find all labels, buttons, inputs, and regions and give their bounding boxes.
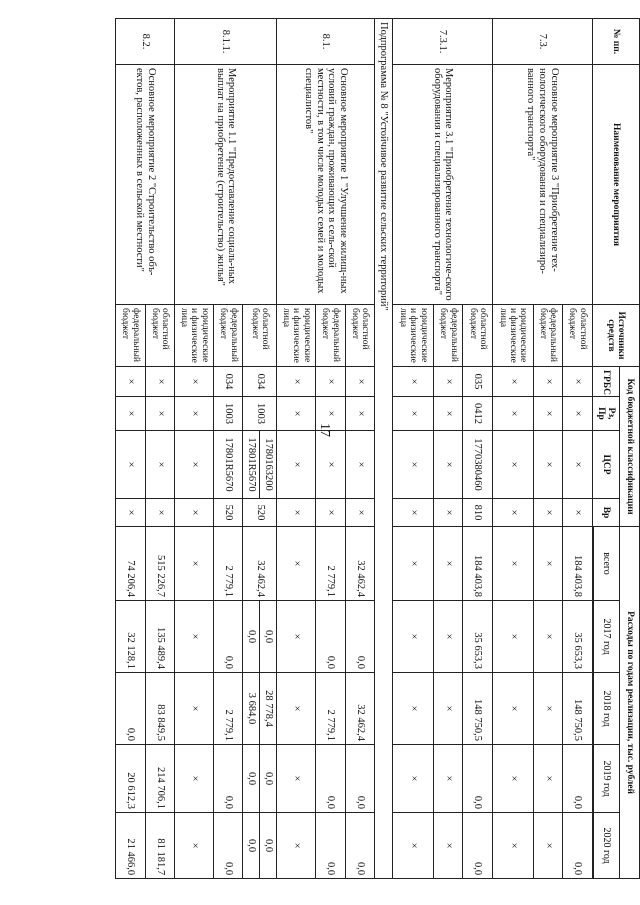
cell: 17801R5670 [213, 431, 242, 499]
table-row [345, 19, 374, 879]
cell: × [145, 499, 174, 527]
cell: 1770380460 [463, 431, 492, 499]
cell: × [116, 499, 146, 527]
table-row [563, 19, 592, 879]
cell: 1003 [213, 397, 242, 431]
cell: × [563, 397, 592, 431]
table-row [463, 19, 492, 879]
cell: × [393, 397, 434, 431]
cell: × [492, 673, 533, 745]
cell [243, 431, 277, 499]
cell: × [433, 431, 462, 499]
source-federal: федеральный бюджет [433, 305, 462, 367]
source-regional: областной бюджет [145, 305, 174, 367]
page-number: 17 [317, 423, 332, 437]
cell: 0,0 [463, 745, 492, 813]
cell: × [533, 813, 562, 879]
cell: 2 779,1 [213, 673, 242, 745]
cell: 0,0 [463, 813, 492, 879]
cell: × [492, 527, 533, 601]
header-vr: Вр [592, 499, 619, 527]
cell: × [433, 601, 462, 673]
cell: × [533, 601, 562, 673]
row-name: Основное мероприятие 2 "Строительство объ-ектов, расположенных в сельской местности" [116, 65, 175, 305]
cell: × [393, 527, 434, 601]
source-legal: юридические и физические лица [492, 305, 533, 367]
cell: × [492, 601, 533, 673]
cell: × [393, 813, 434, 879]
cell: 74 206,4 [116, 527, 146, 601]
cell: × [316, 367, 345, 397]
cell: 184 403,8 [563, 527, 592, 601]
cell: × [174, 499, 213, 527]
header-expenses: Расходы по годам реализации, тыс. рублей [619, 527, 639, 879]
row-name: Основное мероприятие 1 "Улучшение жилищ-ных условий граждан, проживающих в сель-ской местности, в том числе молодых семей и молодых специалистов" [277, 65, 375, 305]
header-2017: 2017 год [594, 601, 619, 673]
cell: × [563, 431, 592, 499]
cell: × [277, 367, 316, 397]
cell: 1780163200 [263, 438, 275, 491]
cell: 135 489,4 [145, 601, 174, 673]
cell: 1003 [243, 397, 277, 431]
cell: × [533, 499, 562, 527]
cell [243, 601, 277, 673]
cell: 32 128,1 [116, 601, 146, 673]
cell: × [433, 745, 462, 813]
cell: × [277, 397, 316, 431]
row-number: 7.3. [492, 19, 592, 65]
source-federal: федеральный бюджет [316, 305, 345, 367]
cell [243, 745, 277, 813]
row-number: 8.2. [116, 19, 175, 65]
cell: 148 750,5 [463, 673, 492, 745]
cell: 0,0 [563, 813, 592, 879]
cell: 2 779,1 [213, 527, 242, 601]
cell: × [345, 397, 374, 431]
source-regional: областной бюджет [243, 305, 277, 367]
cell: × [277, 745, 316, 813]
source-legal: юридические и физические лица [393, 305, 434, 367]
cell: 0,0 [213, 601, 242, 673]
header-grbs: ГРБС [592, 367, 619, 397]
header-source: Источники средств [592, 305, 639, 367]
header-kbk: Код бюджетной классификации [619, 367, 639, 527]
cell: 0,0 [316, 745, 345, 813]
cell: × [277, 813, 316, 879]
cell: × [345, 431, 374, 499]
cell [243, 673, 277, 745]
source-regional: областной бюджет [463, 305, 492, 367]
row-number: 8.1.1. [174, 19, 276, 65]
budget-table [115, 18, 640, 879]
cell: × [433, 499, 462, 527]
cell: × [277, 431, 316, 499]
cell: 0,0 [263, 838, 275, 853]
cell: 2 779,1 [316, 527, 345, 601]
header-num: № пп. [592, 19, 639, 65]
cell: × [533, 397, 562, 431]
cell: × [174, 397, 213, 431]
cell: × [145, 397, 174, 431]
source-regional: областной бюджет [345, 305, 374, 367]
cell: × [174, 673, 213, 745]
cell: 0,0 [563, 745, 592, 813]
cell: × [492, 397, 533, 431]
source-legal: юридические и физические лица [277, 305, 316, 367]
header-2019: 2019 год [594, 745, 619, 813]
cell: 32 462,4 [345, 673, 374, 745]
cell: × [433, 367, 462, 397]
cell: × [393, 745, 434, 813]
row-number: 7.3.1. [393, 19, 493, 65]
cell: × [492, 367, 533, 397]
cell: × [174, 527, 213, 601]
source-federal: федеральный бюджет [116, 305, 146, 367]
cell: × [393, 431, 434, 499]
cell: × [174, 601, 213, 673]
cell: × [116, 367, 146, 397]
cell: × [345, 367, 374, 397]
cell: × [316, 499, 345, 527]
cell: 0,0 [263, 629, 275, 644]
row-name: Основное мероприятие 3 "Приобретение тех-нологического оборудования и специализиро-ванного транспорта" [492, 65, 592, 305]
cell: × [492, 813, 533, 879]
cell: × [492, 745, 533, 813]
row-name: Мероприятие 1.1 "Предоставление социаль-ных выплат на приобретение (строительство) жилья" [174, 65, 276, 305]
cell: × [563, 367, 592, 397]
cell: 0,0 [213, 813, 242, 879]
cell: 2 779,1 [316, 673, 345, 745]
cell: 0,0 [243, 601, 260, 672]
cell: 0,0 [116, 673, 146, 745]
subprogram-title: Подпрограмма № 8 "Устойчивое развитие сельских территорий" [375, 19, 393, 879]
cell: 520 [243, 499, 277, 527]
cell: × [433, 673, 462, 745]
cell: × [316, 431, 345, 499]
cell: 0,0 [316, 601, 345, 673]
cell: × [492, 499, 533, 527]
cell: 21 466,0 [116, 813, 146, 879]
cell: × [145, 367, 174, 397]
cell: 81 181,7 [145, 813, 174, 879]
cell: 034 [243, 367, 277, 397]
source-federal: федеральный бюджет [533, 305, 562, 367]
cell: × [277, 527, 316, 601]
cell: 0,0 [243, 813, 260, 878]
cell: 0,0 [345, 813, 374, 879]
cell: × [277, 673, 316, 745]
source-federal: федеральный бюджет [213, 305, 242, 367]
cell: 35 653,3 [463, 601, 492, 673]
cell: × [174, 813, 213, 879]
cell: × [533, 527, 562, 601]
header-2020: 2020 год [594, 813, 619, 879]
cell [243, 813, 277, 879]
cell: × [345, 499, 374, 527]
row-number: 8.1. [277, 19, 375, 65]
table-row [375, 19, 393, 879]
cell: 0,0 [213, 745, 242, 813]
cell: × [492, 431, 533, 499]
cell: 0,0 [243, 745, 260, 812]
cell: 034 [213, 367, 242, 397]
cell: × [533, 745, 562, 813]
cell: × [277, 601, 316, 673]
budget-table-sheet [115, 18, 640, 878]
cell: × [116, 431, 146, 499]
cell: × [533, 673, 562, 745]
cell: × [393, 499, 434, 527]
cell: × [277, 499, 316, 527]
cell: 035 [463, 367, 492, 397]
source-legal: юридические и физические лица [174, 305, 213, 367]
cell: × [433, 397, 462, 431]
cell: × [116, 397, 146, 431]
cell: 3 684,0 [243, 673, 260, 744]
cell: × [393, 601, 434, 673]
cell: × [174, 745, 213, 813]
table-row [243, 19, 277, 879]
cell: × [174, 367, 213, 397]
row-name: Мероприятие 3.1 "Приобретение технологиче-ского оборудования и специализированного транспорта" [393, 65, 493, 305]
cell: × [393, 673, 434, 745]
cell: × [533, 367, 562, 397]
cell: × [174, 431, 213, 499]
cell: 17801R5670 [243, 431, 260, 498]
header-csr: ЦСР [592, 431, 619, 499]
cell: 0,0 [316, 813, 345, 879]
source-regional: областной бюджет [563, 305, 592, 367]
cell: 32 462,4 [243, 527, 277, 601]
cell: 0,0 [263, 771, 275, 786]
header-2018: 2018 год [594, 673, 619, 745]
cell: 83 849,5 [145, 673, 174, 745]
cell: 184 403,8 [463, 527, 492, 601]
header-rzpr: Рз, Пр [592, 397, 619, 431]
cell: 515 226,7 [145, 527, 174, 601]
cell: × [533, 431, 562, 499]
cell: 0,0 [345, 745, 374, 813]
cell: × [145, 431, 174, 499]
cell: × [316, 397, 345, 431]
cell: 28 778,4 [263, 690, 275, 727]
cell: 0,0 [345, 601, 374, 673]
cell: 520 [213, 499, 242, 527]
cell: 214 706,1 [145, 745, 174, 813]
cell: × [433, 813, 462, 879]
cell: 0412 [463, 397, 492, 431]
table-row [145, 19, 174, 879]
cell: × [563, 499, 592, 527]
cell: 148 750,5 [563, 673, 592, 745]
cell: 32 462,4 [345, 527, 374, 601]
cell: 20 612,3 [116, 745, 146, 813]
header-total: всего [594, 527, 619, 601]
header-name: Наименование мероприятия [592, 65, 639, 305]
cell: × [433, 527, 462, 601]
cell: 35 653,3 [563, 601, 592, 673]
cell: × [393, 367, 434, 397]
cell: 810 [463, 499, 492, 527]
